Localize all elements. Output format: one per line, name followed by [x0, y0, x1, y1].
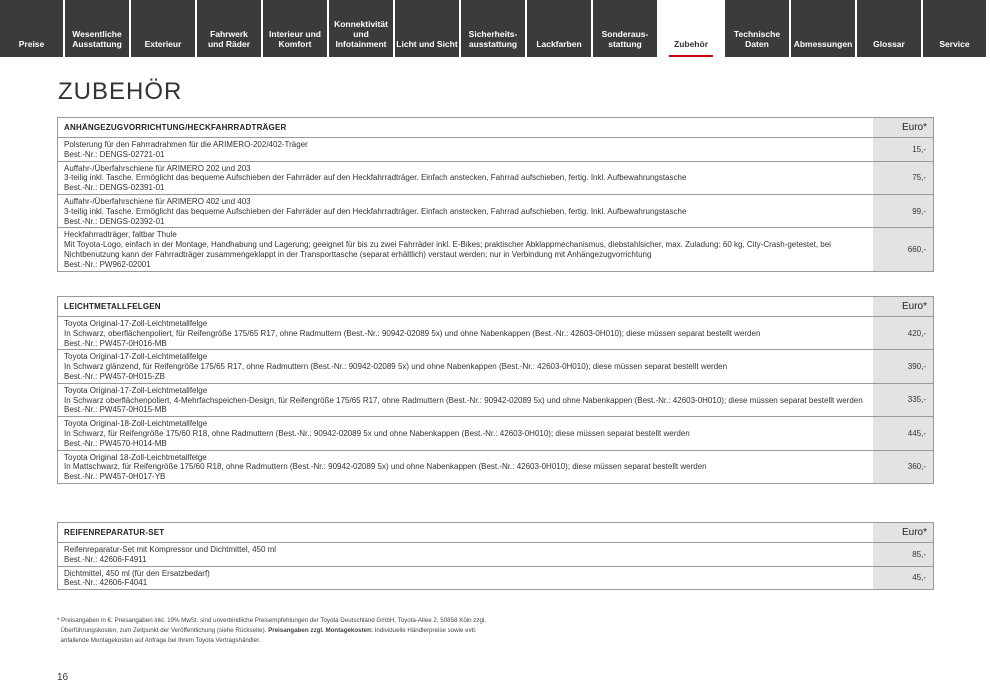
item-description [58, 451, 873, 483]
section-header [58, 297, 933, 317]
nav-tab-interieur-und-komfort[interactable]: Interieur und Komfort [263, 0, 327, 57]
table-row [58, 567, 933, 590]
item-part-number: Best.-Nr.: PW457-0H015-ZB [64, 371, 165, 381]
item-name: Toyota Original-18-Zoll-Leichtmetallfelge [64, 419, 208, 429]
item-part-number: Best.-Nr.: 42606-F4911 [64, 554, 147, 564]
footnote [57, 616, 617, 646]
item-part-number: Best.-Nr.: PW457-0H015-MB [64, 405, 167, 415]
item-price: 360,- [873, 451, 933, 483]
item-name: Auffahr-/Überfahrschiene für ARIMERO 402 und 403 [64, 196, 251, 206]
footnote-line-2 [57, 626, 617, 636]
item-details: 3-teilig inkl. Tasche. Ermöglicht das bequeme Aufschieben der Fahrräder auf den Heckfahrradträger. Einfach anstecken, Fahrrad aufschieben, fertig. Inkl. Aufbewahrungstasche [64, 206, 687, 216]
nav-tab-sonderaus-stattung[interactable]: Sonderaus- stattung [593, 0, 657, 57]
item-description [58, 567, 873, 590]
section-leichtmetallfelgen [57, 296, 934, 484]
page-number: 16 [57, 672, 69, 683]
table-row [58, 228, 933, 270]
table-row [58, 317, 933, 350]
item-description [58, 162, 873, 194]
item-price: 75,- [873, 162, 933, 194]
table-row [58, 162, 933, 195]
footnote-line-3 [57, 636, 617, 646]
item-details: In Schwarz, für Reifengröße 175/60 R18, ohne Radmuttern (Best.-Nr.: 90942-02089 5x und ohne Nabenkappen (Best.-Nr.: 42603-0H010); diese müssen separat bestellt werden [64, 428, 690, 438]
nav-tab-zubehör[interactable]: Zubehör [659, 0, 723, 57]
price-column-header: Euro* [873, 297, 933, 316]
item-price: 660,- [873, 228, 933, 270]
item-part-number: Best.-Nr.: DENGS-02392-01 [64, 216, 165, 226]
nav-tab-preise[interactable]: Preise [0, 0, 63, 57]
item-details: In Schwarz glänzend, für Reifengröße 175/65 R17, ohne Radmuttern (Best.-Nr.: 90942-02089 5x) und ohne Nabenkappen (Best.-Nr.: 42603-0H010); diese müssen separat bestellt werden [64, 362, 728, 372]
item-name: Polsterung für den Fahrradrahmen für die ARIMERO-202/402-Träger [64, 140, 308, 149]
nav-tab-licht-und-sicht[interactable]: Licht und Sicht [395, 0, 459, 57]
table-row [58, 350, 933, 383]
item-description [58, 543, 873, 566]
item-name: Dichtmittel, 450 ml (für den Ersatzbedarf) [64, 568, 210, 578]
item-part-number: Best.-Nr.: DENGS-02721-01 [64, 149, 165, 159]
item-name: Heckfahrradträger, faltbar Thule [64, 230, 177, 240]
nav-tab-fahrwerk-und-räder[interactable]: Fahrwerk und Räder [197, 0, 261, 57]
price-column-header: Euro* [873, 118, 933, 137]
table-row [58, 417, 933, 450]
item-name: Toyota Original 18-Zoll-Leichtmetallfelge [64, 452, 207, 462]
item-price: 15,- [873, 138, 933, 161]
item-details: 3-teilig inkl. Tasche. Ermöglicht das bequeme Aufschieben der Fahrräder auf den Heckfahrradträger. Einfach anstecken, Fahrrad aufschieben, fertig. Inkl. Aufbewahrungstasche [64, 173, 687, 183]
item-part-number: Best.-Nr.: PW4570-H014-MB [64, 438, 167, 448]
item-part-number: Best.-Nr.: PW457-0H017-YB [64, 472, 166, 482]
item-description [58, 350, 873, 382]
item-price: 390,- [873, 350, 933, 382]
item-details: In Schwarz, oberflächenpoliert, für Reifengröße 175/65 R17, ohne Radmuttern (Best.-Nr.: 90942-02089 5x) und ohne Nabenkappen (Best.-Nr.: 42603-0H010); diese müssen separat bestellt werden [64, 328, 761, 338]
nav-tab-exterieur[interactable]: Exterieur [131, 0, 195, 57]
table-row [58, 138, 933, 162]
item-price: 335,- [873, 384, 933, 416]
nav-tab-konnektivität-und-infotainment[interactable]: Konnektivität und Infotainment [329, 0, 393, 57]
nav-tab-technische-daten[interactable]: Technische Daten [725, 0, 789, 57]
section-title: REIFENREPARATUR-SET [64, 528, 165, 537]
table-row [58, 384, 933, 417]
table-row [58, 451, 933, 483]
nav-tab-wesentliche-ausstattung[interactable]: Wesentliche Ausstattung [65, 0, 129, 57]
section-title: LEICHTMETALLFELGEN [64, 302, 161, 311]
footnote-line-2-bold: Preisangaben zzgl. Montagekosten: [268, 627, 373, 634]
item-price: 445,- [873, 417, 933, 449]
item-name: Reifenreparatur-Set mit Kompressor und Dichtmittel, 450 ml [64, 545, 277, 554]
price-column-header: Euro* [873, 523, 933, 542]
footnote-line-2-tail: Individuelle Händlerpreise sowie evtl. [372, 627, 477, 634]
item-price: 45,- [873, 567, 933, 590]
section-header [58, 523, 933, 543]
item-details: In Mattschwarz, für Reifengröße 175/60 R18, ohne Radmuttern (Best.-Nr.: 90942-02089 5x) und ohne Nabenkappen (Best.-Nr.: 42603-0H010); diese müssen separat bestellt werden [64, 462, 707, 472]
nav-tab-glossar[interactable]: Glossar [857, 0, 921, 57]
footnote-line-2-text: Überführungskosten, zum Zeitpunkt der Veröffentlichung (siehe Rückseite). [60, 627, 269, 634]
nav-tab-sicherheits-ausstattung[interactable]: Sicherheits- ausstattung [461, 0, 525, 57]
item-part-number: Best.-Nr.: DENGS-02391-01 [64, 183, 165, 193]
footnote-line-3-text: anfallende Montagekosten auf Anfrage bei Ihrem Toyota Vertragshändler. [60, 637, 261, 644]
item-name: Auffahr-/Überfahrschiene für ARIMERO 202 und 203 [64, 163, 251, 173]
item-description [58, 317, 873, 349]
item-name: Toyota Original-17-Zoll-Leichtmetallfelge [64, 352, 208, 362]
item-description [58, 417, 873, 449]
item-part-number: Best.-Nr.: 42606-F4041 [64, 578, 148, 588]
item-part-number: Best.-Nr.: PW457-0H016-MB [64, 338, 167, 348]
item-part-number: Best.-Nr.: PW962-02001 [64, 259, 151, 269]
nav-tab-lackfarben[interactable]: Lackfarben [527, 0, 591, 57]
item-details: Mit Toyota-Logo, einfach in der Montage, Handhabung und Lagerung; geeignet für bis zu zwei Fahrräder inkl. E-Bikes; praktischer Abklappmechanismus, diebstahlsicher, max. Zuladung: 60 kg, City-Crash-getestet, bei Nichtbenutzung kann der Fahrradträger zusammengeklappt in der Transporttasche (separat erhältlich) verstaut werden; nur in Verbindung mit Anhängezugvorrichtung [64, 240, 831, 259]
nav-tab-abmessungen[interactable]: Abmessungen [791, 0, 855, 57]
top-navigation [0, 0, 990, 57]
section-reifenreparatur-set [57, 522, 934, 590]
section-header [58, 118, 933, 138]
item-description [58, 384, 873, 416]
page-title: ZUBEHÖR [58, 78, 183, 105]
item-name: Toyota Original-17-Zoll-Leichtmetallfelge [64, 385, 208, 395]
item-description [58, 228, 873, 270]
item-description [58, 138, 873, 161]
section-title: ANHÄNGEZUGVORRICHTUNG/HECKFAHRRADTRÄGER [64, 123, 287, 132]
item-details: In Schwarz oberflächenpoliert, 4-Mehrfachspeichen-Design, für Reifengröße 175/65 R17, ohne Radmuttern (Best.-Nr.: 90942-02089 5x) und ohne Nabenkappen (Best.-Nr.: 42603-0H010); diese müssen separat bestellt werden [64, 395, 863, 405]
section-anhaengezugvorrichtung [57, 117, 934, 272]
item-description [58, 195, 873, 227]
item-price: 99,- [873, 195, 933, 227]
item-price: 420,- [873, 317, 933, 349]
footnote-line-1: * Preisangaben in €. Preisangaben inkl. 19% MwSt. sind unverbindliche Preisempfehlungen der Toyota Deutschland GmbH, Toyota-Allee 2, 50858 Köln zzgl. [57, 617, 487, 624]
item-price: 85,- [873, 543, 933, 566]
nav-tab-service[interactable]: Service [923, 0, 986, 57]
item-name: Toyota Original-17-Zoll-Leichtmetallfelge [64, 319, 208, 328]
table-row [58, 543, 933, 567]
table-row [58, 195, 933, 228]
